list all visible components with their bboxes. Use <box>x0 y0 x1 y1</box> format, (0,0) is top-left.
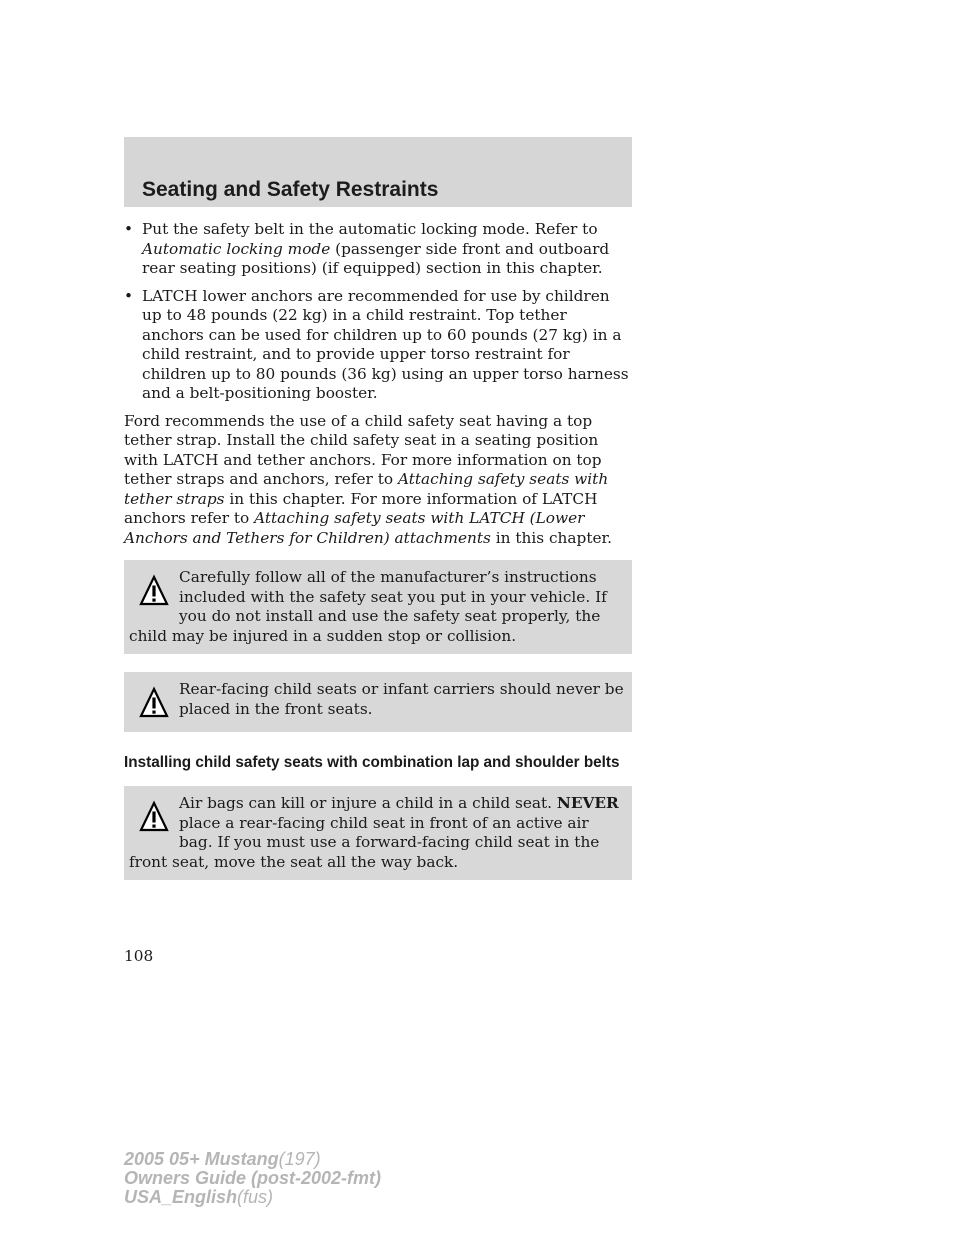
warning-emphasis: NEVER <box>556 794 619 812</box>
warning-text: place a rear-facing child seat in front of an active air bag. If you must use a forward-facing child seat in the front seat, move the seat all the way back. <box>129 813 600 871</box>
section-header-band <box>124 137 632 207</box>
footer-guide: Owners Guide (post-2002-fmt) <box>124 1168 382 1188</box>
bullet-item-latch-anchors <box>124 287 632 404</box>
bullet-text: Put the safety belt in the automatic locking mode. Refer to <box>142 220 598 238</box>
warning-box <box>124 560 632 654</box>
cross-reference: Attaching safety seats with LATCH (Lower Anchors and Tethers for Children) attachments <box>124 509 585 547</box>
bullet-mark: • <box>124 286 134 305</box>
warning-triangle-icon <box>139 800 169 838</box>
paragraph-text: in this chapter. <box>490 528 613 547</box>
body-paragraph <box>124 412 632 549</box>
footer-language-code: (fus) <box>237 1187 274 1207</box>
footer-language: USA_English <box>124 1187 238 1207</box>
bullet-item-locking-mode <box>124 220 632 279</box>
footer-model-code: (197) <box>278 1149 321 1169</box>
bullet-text: LATCH lower anchors are recommended for use by children up to 48 pounds (22 kg) in a child restraint. Top tether anchors can be used for children up to 60 pounds (27 kg) in a child restraint, and to provide upper torso restraint for children up to 80 pounds (36 kg) using an upper torso harness and a belt-positioning booster. <box>142 286 629 402</box>
document-footer <box>124 1150 381 1207</box>
section-title: Seating and Safety Restraints <box>142 178 439 201</box>
paragraph-text: in this chapter. For more information of LATCH anchors refer to <box>124 489 598 527</box>
footer-model: 2005 05+ Mustang <box>124 1149 279 1169</box>
cross-reference: Attaching safety seats with tether straps <box>124 470 609 508</box>
warning-text: Air bags can kill or injure a child in a child seat. <box>179 794 557 812</box>
bullet-mark: • <box>124 220 134 238</box>
page-content <box>124 220 632 894</box>
bullet-text: (passenger side front and outboard rear seating positions) (if equipped) section in this chapter. <box>142 239 610 277</box>
paragraph-text: Ford recommends the use of a child safety seat having a top tether strap. Install the child safety seat in a seating position with LATCH and tether anchors. For more information on top tether straps and anchors, refer to <box>124 411 602 488</box>
airbag-warning-box <box>124 786 632 880</box>
page-number: 108 <box>124 947 154 965</box>
warning-text: Carefully follow all of the manufacturer’s instructions included with the safety seat you put in your vehicle. If you do not install and use the safety seat properly, the child may be injured in a sudden stop or collision. <box>129 568 607 645</box>
warning-triangle-icon <box>139 574 169 612</box>
subheading: Installing child safety seats with combination lap and shoulder belts <box>124 754 620 771</box>
warning-box <box>124 672 632 732</box>
warning-triangle-icon <box>139 686 169 724</box>
warning-text: Rear-facing child seats or infant carriers should never be placed in the front seats. <box>179 680 624 718</box>
cross-reference: Automatic locking mode <box>142 239 331 258</box>
